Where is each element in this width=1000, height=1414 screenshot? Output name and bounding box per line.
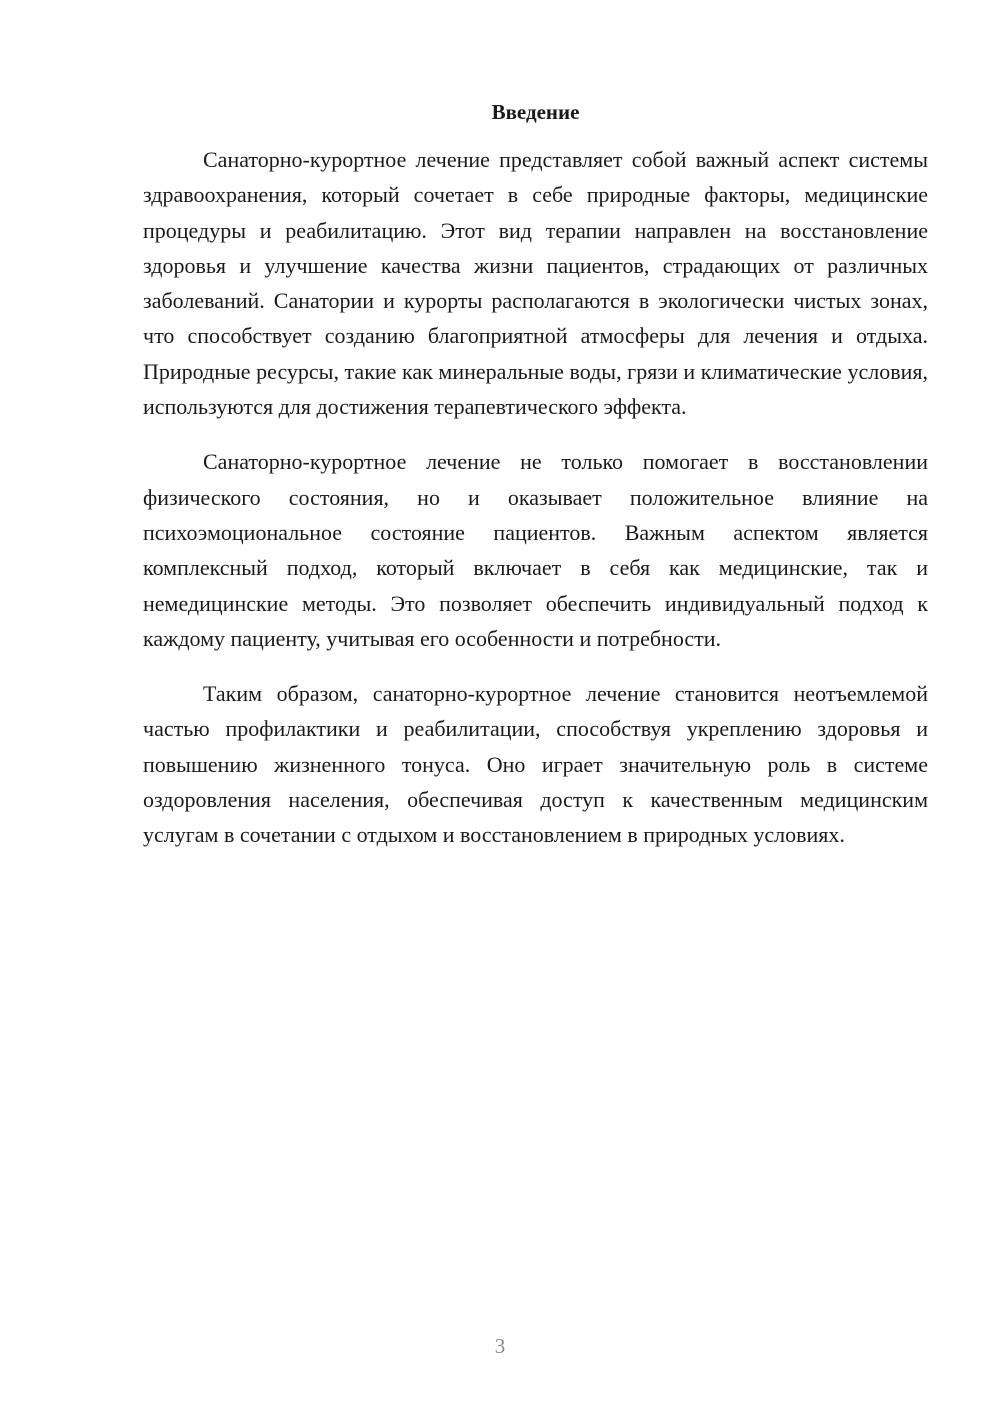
paragraph-2: Санаторно-курортное лечение не только помогает в восстановлении физического состояния, но и оказывает положительное влияние на психоэмоциональное состояние пациентов. Важным аспектом является комплексный подход, который включает в себя как медицинские, так и немедицинские методы. Это позволяет обеспечить индивидуальный подход к каждому пациенту, учитывая его особенности и потребности. bbox=[143, 449, 928, 651]
page-title: Введение bbox=[491, 100, 580, 124]
paragraph-3: Таким образом, санаторно-курортное лечение становится неотъемлемой частью профилактики и реабилитации, способствуя укреплению здоровья и повышению жизненного тонуса. Оно играет значительную роль в системе оздоровления населения, обеспечивая доступ к качественным медицинским услугам в сочетании с отдыхом и восстановлением в природных условиях. bbox=[143, 681, 928, 848]
paragraph-1: Санаторно-курортное лечение представляет собой важный аспект системы здравоохранения, который сочетает в себе природные факторы, медицинские процедуры и реабилитацию. Этот вид терапии направлен на восстановление здоровья и улучшение качества жизни пациентов, страдающих от различных заболеваний. Санатории и курорты располагаются в экологически чистых зонах, что способствует созданию благоприятной атмосферы для лечения и отдыха. Природные ресурсы, такие как минеральные воды, грязи и климатические условия, используются для достижения терапевтического эффекта. bbox=[143, 147, 928, 420]
page-number: 3 bbox=[494, 1334, 506, 1358]
body-text bbox=[143, 142, 928, 873]
